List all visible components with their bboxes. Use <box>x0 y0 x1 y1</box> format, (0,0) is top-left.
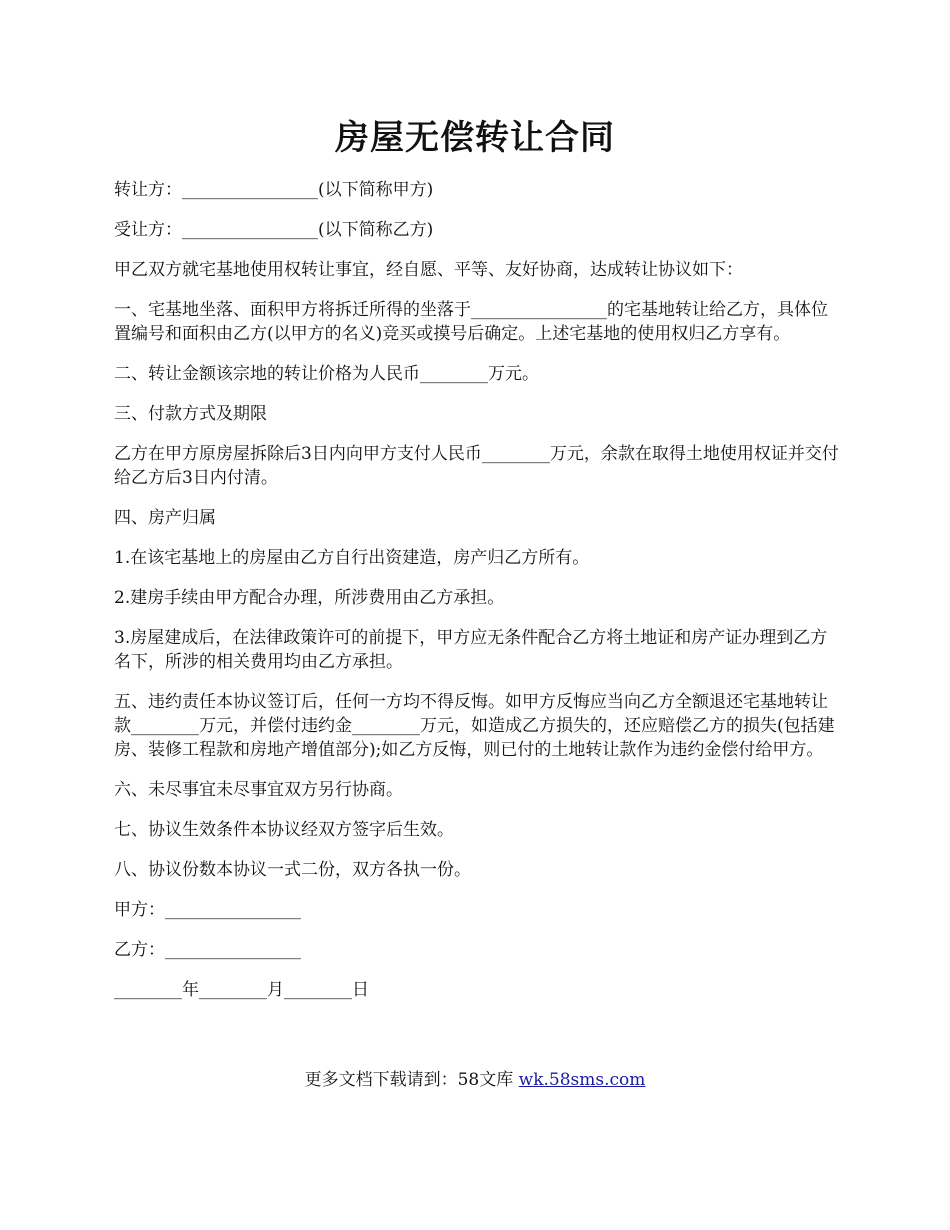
clause-7-effect: 七、协议生效条件本协议经双方签字后生效。 <box>114 820 454 840</box>
clause-4-item-2: 2.建房手续由甲方配合办理，所涉费用由乙方承担。 <box>114 588 505 608</box>
signature-party-a: 甲方：________________ <box>114 900 301 920</box>
footer-link[interactable]: wk.58sms.com <box>518 1070 646 1090</box>
footer-prefix: 更多文档下载请到：58文库 <box>304 1070 519 1090</box>
clause-4-item-1: 1.在该宅基地上的房屋由乙方自行出资建造，房产归乙方所有。 <box>114 548 590 568</box>
clause-3-heading: 三、付款方式及期限 <box>114 404 267 424</box>
transferee-line: 受让方：________________(以下简称乙方) <box>114 220 434 240</box>
signature-party-b: 乙方：________________ <box>114 940 301 960</box>
clause-3-payment: 乙方在甲方原房屋拆除后3日内向甲方支付人民币________万元，余款在取得土地使用权证并交付给乙方后3日内付清。 <box>114 444 839 488</box>
clause-1-location: 一、宅基地坐落、面积甲方将拆迁所得的坐落于________________的宅基地转让给乙方，具体位置编号和面积由乙方(以甲方的名义)竞买或摸号后确定。上述宅基地的使用权归乙方享有。 <box>114 300 828 344</box>
document-title: 房屋无偿转让合同 <box>335 118 615 158</box>
clause-8-copies: 八、协议份数本协议一式二份，双方各执一份。 <box>114 860 471 880</box>
clause-5-liability: 五、违约责任本协议签订后，任何一方均不得反悔。如甲方反悔应当向乙方全额退还宅基地转让款________万元，并偿付违约金________万元，如造成乙方损失的，还应赔偿乙方的损失(包括建房、装修工程款和房地产增值部分);如乙方反悔，则已付的土地转让款作为违约金偿付给甲方。 <box>114 692 835 760</box>
transferor-line: 转让方：________________(以下简称甲方) <box>114 180 434 200</box>
clause-4-heading: 四、房产归属 <box>114 508 216 528</box>
clause-6-other: 六、未尽事宜未尽事宜双方另行协商。 <box>114 780 403 800</box>
clause-4-item-3: 3.房屋建成后，在法律政策许可的前提下，甲方应无条件配合乙方将土地证和房产证办理到乙方名下，所涉的相关费用均由乙方承担。 <box>114 628 828 672</box>
download-footer <box>0 1068 950 1092</box>
contract-body <box>114 178 842 1018</box>
preamble-paragraph: 甲乙双方就宅基地使用权转让事宜，经自愿、平等、友好协商，达成转让协议如下： <box>114 260 743 280</box>
signature-date: ________年________月________日 <box>114 980 369 1000</box>
clause-2-amount: 二、转让金额该宗地的转让价格为人民币________万元。 <box>114 364 539 384</box>
